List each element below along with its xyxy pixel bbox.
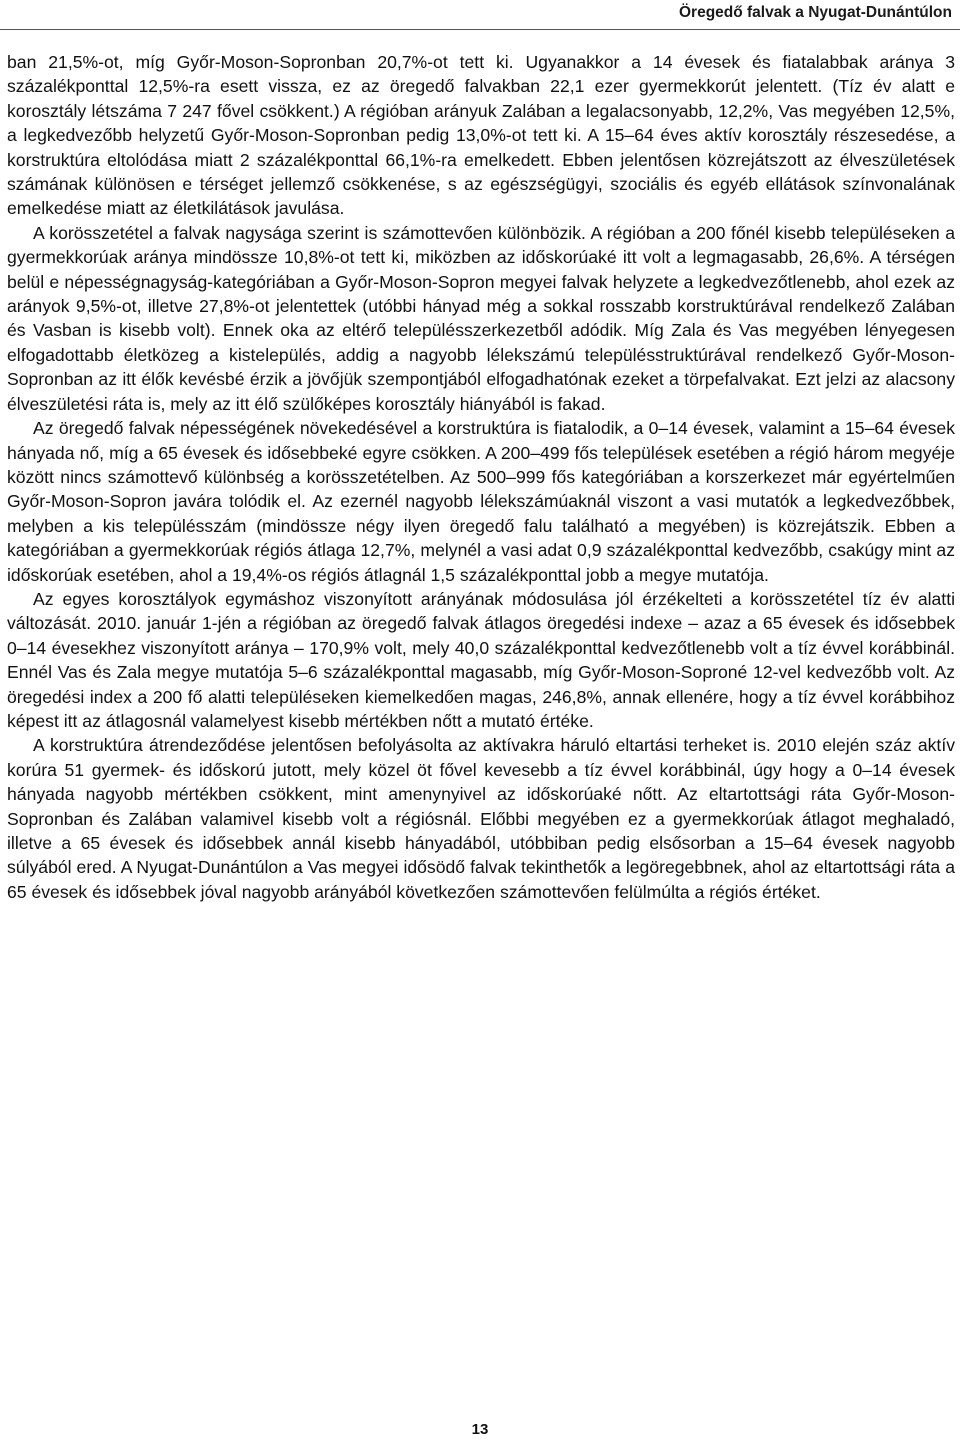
page-number: 13 bbox=[471, 1421, 489, 1438]
paragraph-5: A korstruktúra átrendeződése jelentősen befolyásolta az aktívakra háruló eltartási terheket is. 2010 elején száz aktív korúra 51 gyermek- és időskorú jutott, mely közel öt fővel kevesebb a tíz évvel korábbinál, úgy hogy a 0–14 évesek hányada nagyobb mértékben csökkent, mint amenynyivel az időskorúaké nőtt. Az eltartottsági ráta Győr-Moson-Sopronban és Zalában valamivel kisebb volt a régiósnál. Előbbi megyében ez a gyermekkorúak átlagot meghaladó, illetve a 65 évesek és idősebbek annál kisebb hányadából, utóbbiban pedig elsősorban a 15–64 évesek nagyobb súlyából ered. A Nyugat-Dunántúlon a Vas megyei idősödő falvak tekinthetők a legöregebbnek, ahol az eltartottsági ráta a 65 évesek és idősebbek jóval nagyobb arányából következően számottevően felülmúlta a régiós értéket. bbox=[7, 735, 955, 902]
paragraph-2: A korösszetétel a falvak nagysága szerint is számottevően különbözik. A régióban a 200 főnél kisebb településeken a gyermekkorúak aránya mindössze 10,8%-ot tett ki, miközben az időskorúaké itt volt a legmagasabb, 26,6%. A térségen belül e népességnagyság-kategóriában a Győr-Moson-Sopron megyei falvak helyzete a legkedvezőtlenebb, ahol ezek az arányok 9,5%-ot, illetve 27,8%-ot jelentettek (utóbbi hányad még a sokkal rosszabb korstruktúrával rendelkező Zalában és Vasban is kisebb volt). Ennek oka az eltérő településszerkezetből adódik. Míg Zala és Vas megyében lényegesen elfogadottabb életközeg a kistelepülés, addig a nagyobb lélekszámú településstruktúrával rendelkező Győr-Moson-Sopronban az itt élők kevésbé érzik a jövőjük szempontjából elfogadhatónak ezeket a törpefalvakat. Ezt jelzi az alacsony élveszületési ráta is, mely az itt élő szülőképes korosztály hiányából is fakad. bbox=[7, 222, 955, 414]
paragraph-1: ban 21,5%-ot, míg Győr-Moson-Sopronban 20,7%-ot tett ki. Ugyanakkor a 14 évesek és fiatalabbak aránya 3 százalékponttal 12,5%-ra esett vissza, ez az öregedő falvakban 22,1 ezer gyermekkorút jelentett. (Tíz év alatt e korosztály létszáma 7 247 fővel csökkent.) A régióban arányuk Zalában a legalacsonyabb, 12,2%, Vas megyében 12,5%, a legkedvezőbb helyzetű Győr-Moson-Sopronban pedig 13,0%-ot tett ki. A 15–64 éves aktív korosztály részesedése, a korstruktúra eltolódása miatt 2 százalékponttal 66,1%-ra emelkedett. Ebben jelentősen közrejátszott az élveszületések számának különösen e térséget jellemző csökkenése, s az egészségügyi, szociális és egyéb ellátások színvonalának emelkedése miatt az életkilátások javulása. bbox=[7, 52, 955, 219]
running-header: Öregedő falvak a Nyugat-Dunántúlon bbox=[678, 4, 952, 21]
paragraph-3: Az öregedő falvak népességének növekedésével a korstruktúra is fiatalodik, a 0–14 évesek, valamint a 15–64 évesek hányada nő, míg a 65 évesek és idősebbeké egyre csökken. A 200–499 fős települések esetében a régió három megyéje között nincs számottevő különbség a korösszetételben. Az 500–999 fős kategóriában a korszerkezet már egyértelműen Győr-Moson-Sopron javára tolódik el. Az ezernél nagyobb lélekszámúaknál viszont a vasi mutatók a legkedvezőbbek, melyben a kis településszám (mindössze négy ilyen öregedő falu található a megyében) is közrejátszik. Ebben a kategóriában a gyermekkorúak régiós átlaga 12,7%, melynél a vasi adat 0,9 százalékponttal kedvezőbb, csakúgy mint az időskorúak esetében, ahol a 19,4%-os régiós átlagnál 1,5 százalékponttal jobb a megye mutatója. bbox=[7, 418, 955, 585]
body-text bbox=[7, 50, 955, 904]
paragraph-4: Az egyes korosztályok egymáshoz viszonyított arányának módosulása jól érzékelteti a korösszetétel tíz év alatti változását. 2010. január 1-jén a régióban az öregedő falvak átlagos öregedési indexe – azaz a 65 évesek és idősebbek 0–14 évesekhez viszonyított aránya – 170,9% volt, mely 40,0 százalékponttal kedvezőtlenebb volt a tíz évvel korábbinál. Ennél Vas és Zala megye mutatója 5–6 százalékponttal magasabb, míg Győr-Moson-Soproné 12-vel kedvezőbb volt. Az öregedési index a 200 fő alatti településeken kiemelkedően magas, 246,8%, annak ellenére, hogy a tíz évvel korábbihoz képest itt az átlagosnál valamelyest kisebb mértékben nőtt a mutató értéke. bbox=[7, 588, 955, 731]
header-rule bbox=[0, 29, 960, 30]
